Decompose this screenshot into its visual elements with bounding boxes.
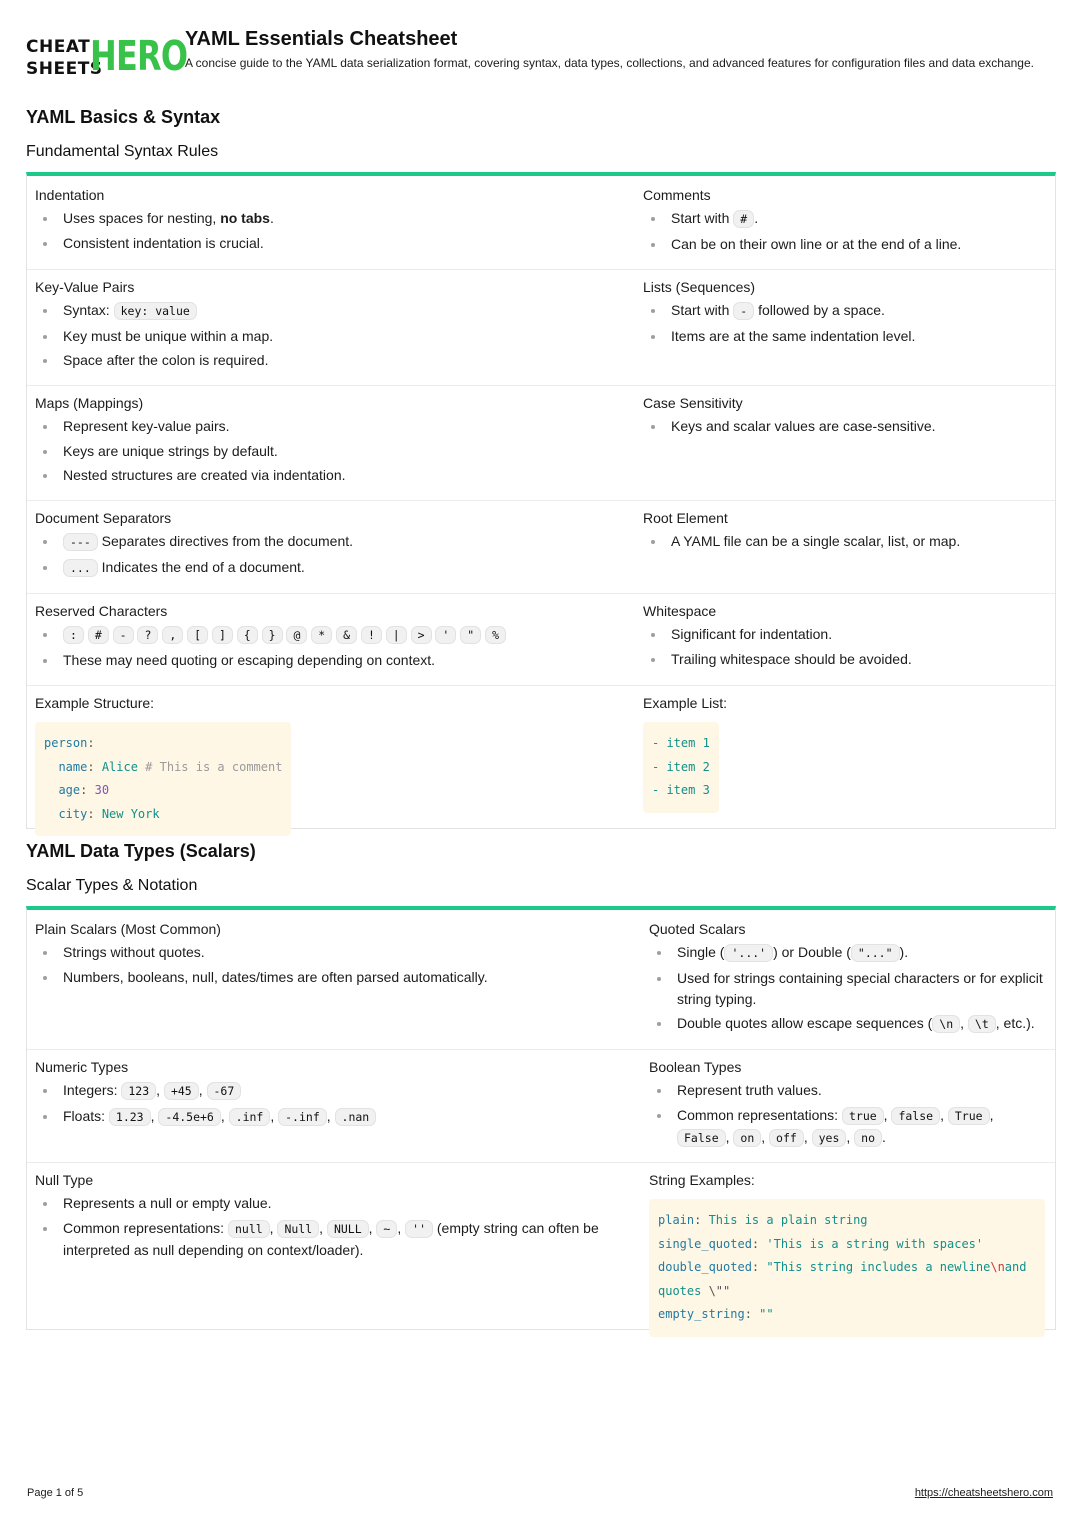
code-snippet: "..." xyxy=(851,944,900,962)
comments-cell xyxy=(643,186,1043,258)
cell-title: String Examples: xyxy=(649,1172,755,1188)
code-snippet: on xyxy=(733,1129,761,1147)
code-snippet: false xyxy=(891,1107,940,1125)
list-item: Numbers, booleans, null, dates/times are often parsed automatically. xyxy=(63,967,625,988)
boolean-types-cell xyxy=(649,1058,1044,1152)
code-snippet: true xyxy=(842,1107,884,1125)
section-title-data-types: YAML Data Types (Scalars) xyxy=(26,841,256,861)
row-divider xyxy=(27,385,1055,386)
plain-scalars-cell xyxy=(35,920,625,991)
reserved-char: } xyxy=(262,626,283,644)
list-item xyxy=(63,624,625,646)
code-snippet: Null xyxy=(277,1220,319,1238)
reserved-char: @ xyxy=(286,626,307,644)
logo-wordmark: CHEAT SHEETS xyxy=(26,37,103,79)
code-snippet: - xyxy=(733,302,754,320)
reserved-char: ] xyxy=(212,626,233,644)
reserved-char: | xyxy=(386,626,407,644)
code-snippet: +45 xyxy=(164,1082,199,1100)
row-divider xyxy=(27,1049,1055,1050)
cell-title: Example List: xyxy=(643,695,728,711)
scalar-types-card xyxy=(26,906,1056,1330)
list-item: A YAML file can be a single scalar, list, or map. xyxy=(671,531,1043,552)
code-snippet: True xyxy=(948,1107,990,1125)
reserved-char: ! xyxy=(361,626,382,644)
list-item: Common representations: true , false , True , False , on , off , yes , no . xyxy=(677,1105,1044,1149)
list-item: Keys and scalar values are case-sensitive. xyxy=(671,416,1043,437)
cell-title: Maps (Mappings) xyxy=(35,395,144,411)
reserved-char: " xyxy=(460,626,481,644)
page-number: Page 1 of 5 xyxy=(27,1487,84,1499)
list-item: Keys are unique strings by default. xyxy=(63,441,625,462)
code-snippet: False xyxy=(677,1129,726,1147)
cell-title: Document Separators xyxy=(35,510,172,526)
code-snippet: \n xyxy=(932,1015,960,1033)
code-snippet: '' xyxy=(405,1220,433,1238)
reserved-char: * xyxy=(311,626,332,644)
list-item: Used for strings containing special characters or for explicit string typing. xyxy=(677,968,1049,1010)
syntax-rules-card xyxy=(26,172,1056,829)
list-item: Consistent indentation is crucial. xyxy=(63,233,625,254)
string-examples-cell xyxy=(649,1171,1049,1337)
example-structure-cell xyxy=(35,694,625,836)
code-snippet: '...' xyxy=(724,944,773,962)
code-snippet: 123 xyxy=(121,1082,156,1100)
cell-title: Plain Scalars (Most Common) xyxy=(35,921,221,937)
list-item: Single ( '...' ) or Double ( "..." ). xyxy=(677,942,1049,964)
code-snippet: null xyxy=(228,1220,270,1238)
reserved-char: { xyxy=(237,626,258,644)
key-value-cell xyxy=(35,278,625,375)
code-snippet: --- xyxy=(63,533,98,551)
list-item: Represent truth values. xyxy=(677,1080,1044,1101)
code-snippet: 1.23 xyxy=(109,1108,151,1126)
reserved-characters-cell xyxy=(35,602,625,674)
cell-title: Lists (Sequences) xyxy=(643,279,756,295)
page-subtitle: A concise guide to the YAML data serialization format, covering syntax, data types, collections, and advanced features for configuration files and data exchange. xyxy=(185,56,1034,70)
list-item: Double quotes allow escape sequences ( \n , \t , etc.). xyxy=(677,1013,1049,1035)
row-divider xyxy=(27,269,1055,270)
list-item: Start with # . xyxy=(671,208,1043,230)
code-snippet: ~ xyxy=(376,1220,397,1238)
list-item: Significant for indentation. xyxy=(671,624,1043,645)
list-item: Trailing whitespace should be avoided. xyxy=(671,649,1043,670)
cell-title: Root Element xyxy=(643,510,728,526)
list-item: Start with - followed by a space. xyxy=(671,300,1043,322)
code-snippet: # xyxy=(733,210,754,228)
page-title: YAML Essentials Cheatsheet xyxy=(185,28,458,50)
code-snippet: no xyxy=(854,1129,882,1147)
cell-title: Boolean Types xyxy=(649,1059,742,1075)
row-divider xyxy=(27,593,1055,594)
list-item: --- Separates directives from the document. xyxy=(63,531,625,553)
numeric-types-cell xyxy=(35,1058,625,1131)
code-block-example-list: - item 1 - item 2 - item 3 xyxy=(643,722,719,813)
row-divider xyxy=(27,685,1055,686)
cell-title: Comments xyxy=(643,187,711,203)
list-item: Represent key-value pairs. xyxy=(63,416,625,437)
header xyxy=(26,28,1056,88)
list-item: Uses spaces for nesting, no tabs. xyxy=(63,208,625,229)
reserved-char: ? xyxy=(137,626,158,644)
cell-title: Quoted Scalars xyxy=(649,921,746,937)
reserved-char: - xyxy=(113,626,134,644)
cell-title: Example Structure: xyxy=(35,695,155,711)
section-title-basics: YAML Basics & Syntax xyxy=(26,107,221,127)
cell-title: Key-Value Pairs xyxy=(35,279,135,295)
list-item: Items are at the same indentation level. xyxy=(671,326,1043,347)
code-block-string-examples: plain: This is a plain string single_quoted: 'This is a string with spaces' double_quoted: "This string includes a newline\nand quotes \"" empty_string: "" xyxy=(649,1199,1045,1337)
cell-title: Null Type xyxy=(35,1172,94,1188)
indentation-cell xyxy=(35,186,625,257)
reserved-char: [ xyxy=(187,626,208,644)
code-snippet: -67 xyxy=(207,1082,242,1100)
code-snippet: -.inf xyxy=(278,1108,327,1126)
list-item: Common representations: null , Null , NULL , ~ , '' (empty string can often be interpreted as null depending on context/loader). xyxy=(63,1218,625,1261)
cell-title: Whitespace xyxy=(643,603,717,619)
reserved-char: % xyxy=(485,626,506,644)
row-divider xyxy=(27,500,1055,501)
code-snippet: ... xyxy=(63,559,98,577)
subsection-title-scalar-types: Scalar Types & Notation xyxy=(26,877,198,894)
cheatsheetshero-logo[interactable] xyxy=(26,32,188,80)
code-snippet: .nan xyxy=(335,1108,377,1126)
code-block-example-structure: person: name: Alice # This is a comment age: 30 city: New York xyxy=(35,722,291,836)
code-snippet: -4.5e+6 xyxy=(158,1108,220,1126)
cell-title: Reserved Characters xyxy=(35,603,168,619)
document-separators-cell xyxy=(35,509,625,582)
case-sensitivity-cell xyxy=(643,394,1043,441)
list-item: Nested structures are created via indentation. xyxy=(63,465,625,486)
site-link[interactable]: https://cheatsheetshero.com xyxy=(914,1487,1053,1499)
list-item: Floats: 1.23 , -4.5e+6 , .inf , -.inf , .nan xyxy=(63,1106,625,1128)
code-snippet: yes xyxy=(812,1129,847,1147)
lists-cell xyxy=(643,278,1043,350)
reserved-char: : xyxy=(63,626,84,644)
cell-title: Indentation xyxy=(35,187,105,203)
null-type-cell xyxy=(35,1171,625,1264)
list-item: ... Indicates the end of a document. xyxy=(63,557,625,579)
list-item: Integers: 123 , +45 , -67 xyxy=(63,1080,625,1102)
code-snippet: \t xyxy=(968,1015,996,1033)
list-item: These may need quoting or escaping depending on context. xyxy=(63,650,625,671)
root-element-cell xyxy=(643,509,1043,556)
reserved-char: , xyxy=(162,626,183,644)
reserved-char: > xyxy=(411,626,432,644)
list-item: Can be on their own line or at the end of a line. xyxy=(671,234,1043,255)
reserved-char: & xyxy=(336,626,357,644)
code-snippet: NULL xyxy=(327,1220,369,1238)
maps-cell xyxy=(35,394,625,490)
row-divider xyxy=(27,1162,1055,1163)
list-item: Syntax: key: value xyxy=(63,300,625,322)
example-list-cell xyxy=(643,694,1043,813)
cell-title: Numeric Types xyxy=(35,1059,129,1075)
list-item: Strings without quotes. xyxy=(63,942,625,963)
list-item: Represents a null or empty value. xyxy=(63,1193,625,1214)
quoted-scalars-cell xyxy=(649,920,1049,1039)
logo-hero-text: HERO xyxy=(90,32,188,80)
subsection-title-syntax-rules: Fundamental Syntax Rules xyxy=(26,143,219,160)
code-snippet: off xyxy=(769,1129,804,1147)
code-snippet: .inf xyxy=(229,1108,271,1126)
code-snippet: key: value xyxy=(114,302,197,320)
list-item: Space after the colon is required. xyxy=(63,350,625,371)
reserved-char: # xyxy=(88,626,109,644)
reserved-char: ' xyxy=(435,626,456,644)
list-item: Key must be unique within a map. xyxy=(63,326,625,347)
whitespace-cell xyxy=(643,602,1043,673)
cell-title: Case Sensitivity xyxy=(643,395,743,411)
